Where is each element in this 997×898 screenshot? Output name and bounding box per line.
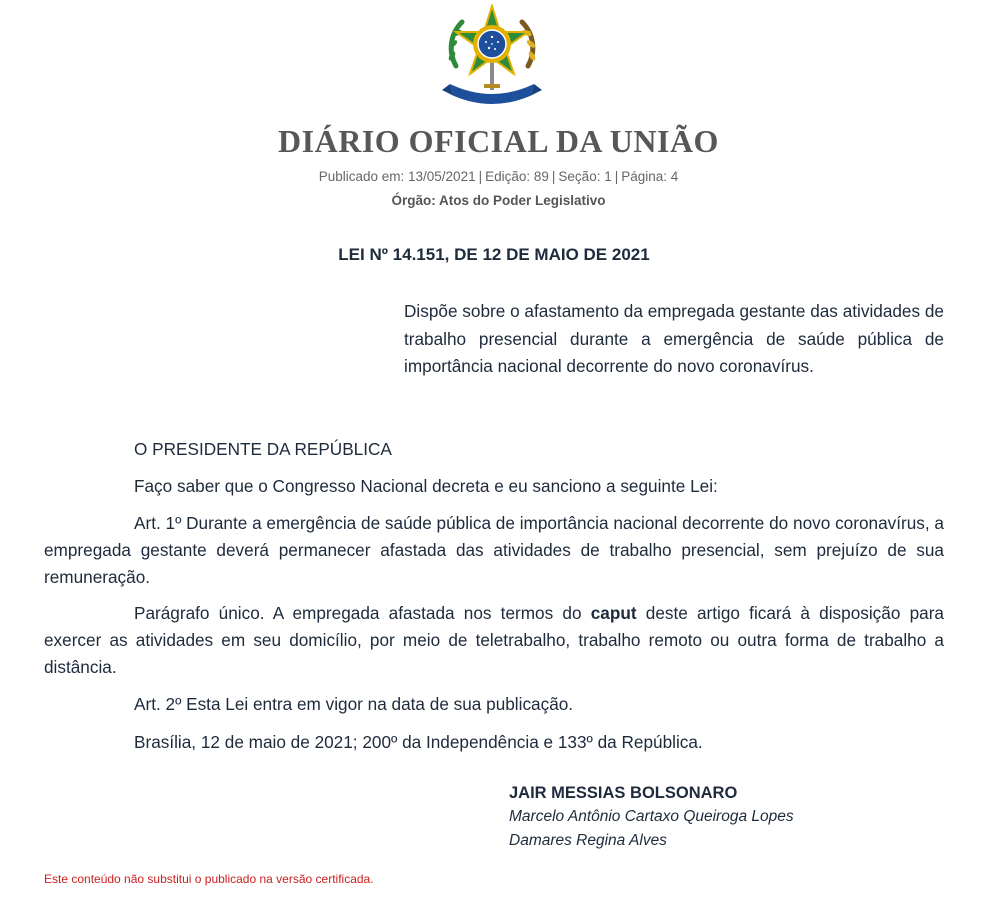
- coat-of-arms-icon: [440, 4, 544, 106]
- separator: |: [551, 169, 556, 184]
- sole-paragraph-text-end: deste artigo ficará à disposição para exercer as atividades em seu domicílio, por meio de teletrabalho, trabalho remoto ou outra forma de trabalho a distância.: [44, 603, 944, 677]
- separator: |: [614, 169, 619, 184]
- publication-info: [0, 168, 997, 186]
- section-number: Seção: 1: [558, 169, 612, 184]
- edition-number: Edição: 89: [485, 169, 549, 184]
- minister-signature: Damares Regina Alves: [509, 832, 667, 849]
- enactment-clause: Faço saber que o Congresso Nacional decreta e eu sanciono a seguinte Lei:: [134, 476, 718, 496]
- page-number: Página: 4: [621, 169, 679, 184]
- sole-paragraph-text: Parágrafo único. A empregada afastada nos termos do: [134, 603, 591, 623]
- law-summary: Dispõe sobre o afastamento da empregada gestante das atividades de trabalho presencial durante a emergência de saúde pública de importância nacional decorrente do novo coronavírus.: [404, 301, 944, 376]
- law-title: LEI Nº 14.151, DE 12 DE MAIO DE 2021: [338, 245, 650, 264]
- place-and-date: Brasília, 12 de maio de 2021; 200º da Independência e 133º da República.: [134, 732, 703, 752]
- preamble: O PRESIDENTE DA REPÚBLICA: [134, 439, 392, 459]
- article-1: Art. 1º Durante a emergência de saúde pública de importância nacional decorrente do novo coronavírus, a empregada gestante deverá permanecer afastada das atividades de trabalho presencial, sem prejuízo de sua remuneração.: [44, 513, 944, 587]
- issuing-body: Órgão: Atos do Poder Legislativo: [391, 193, 606, 208]
- publication-date: Publicado em: 13/05/2021: [318, 169, 476, 184]
- masthead-title: DIÁRIO OFICIAL DA UNIÃO: [278, 123, 719, 159]
- sole-paragraph: [44, 600, 944, 681]
- certification-disclaimer: Este conteúdo não substitui o publicado na versão certificada.: [44, 872, 374, 886]
- article-2: Art. 2º Esta Lei entra em vigor na data de sua publicação.: [134, 694, 574, 714]
- president-signature: JAIR MESSIAS BOLSONARO: [509, 784, 738, 802]
- separator: |: [478, 169, 483, 184]
- caput-term: caput: [590, 603, 637, 623]
- minister-signature: Marcelo Antônio Cartaxo Queiroga Lopes: [509, 808, 794, 825]
